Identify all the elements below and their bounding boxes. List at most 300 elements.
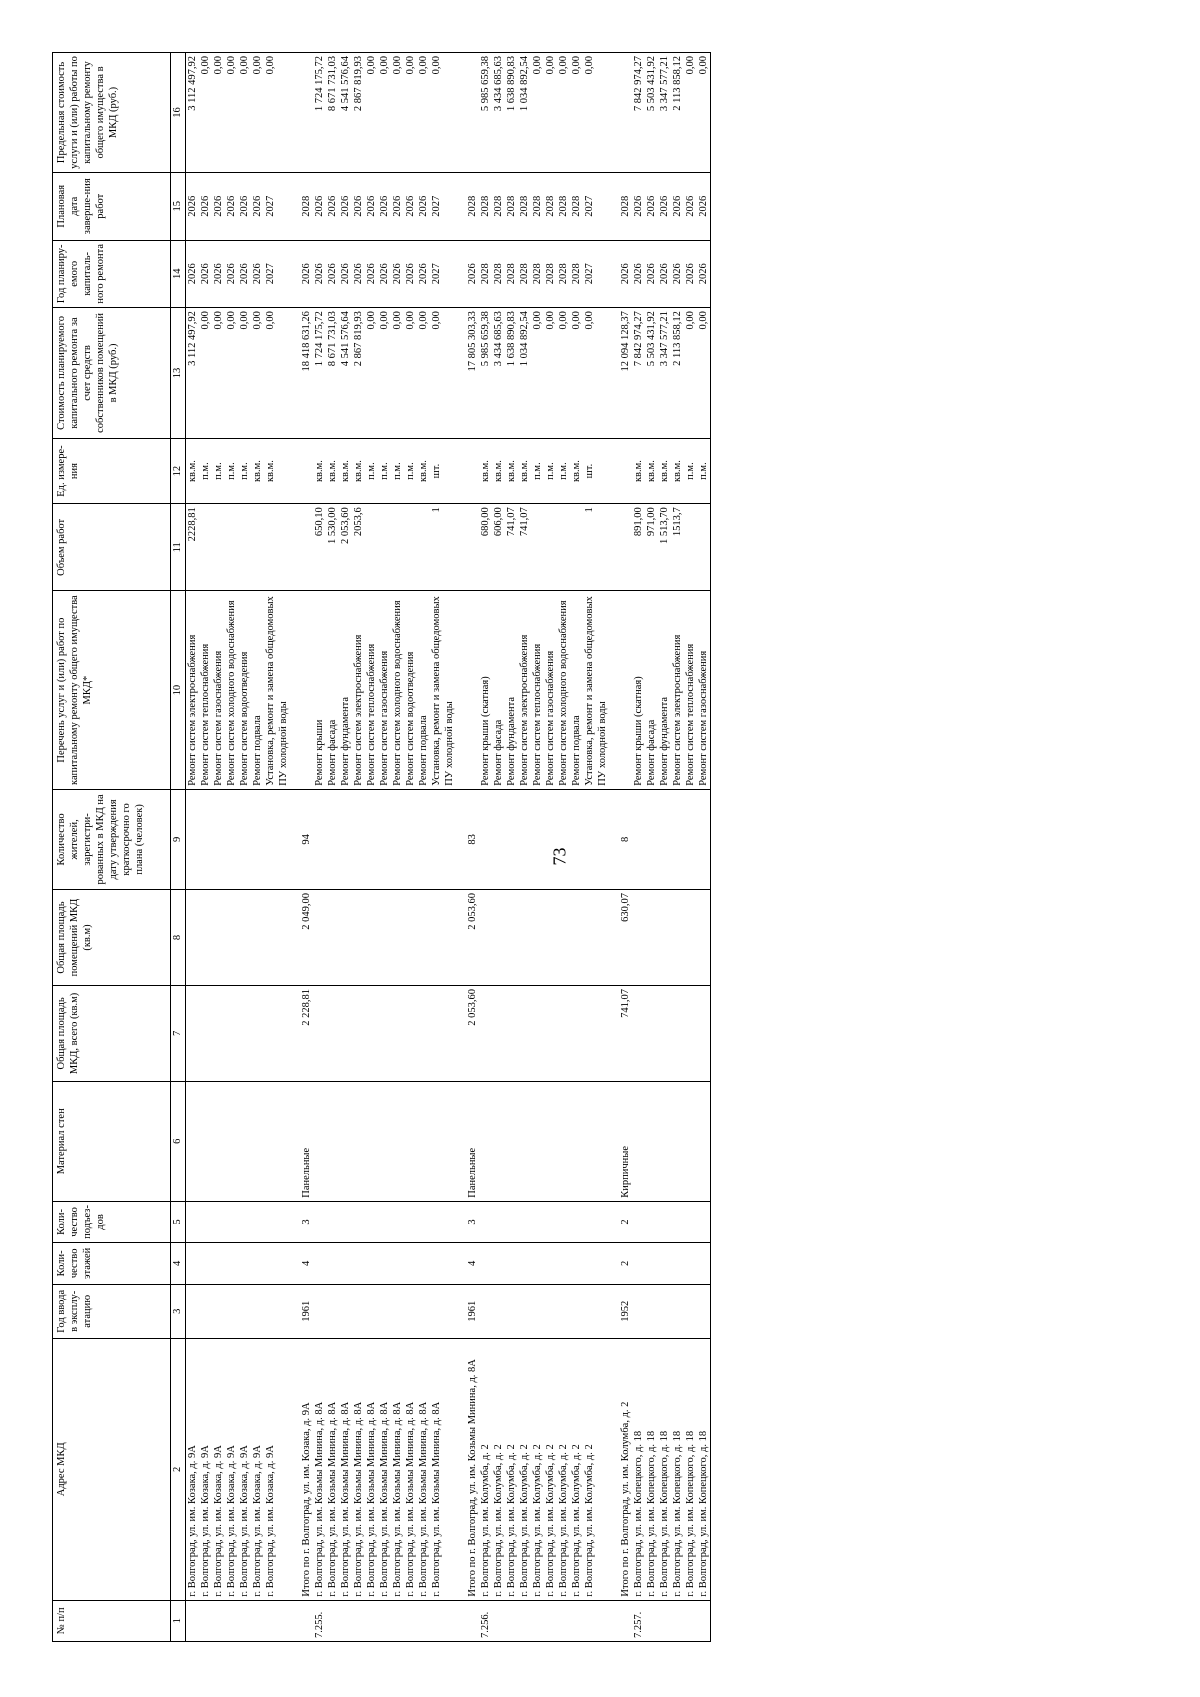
wall-material-cell <box>339 1081 352 1201</box>
entrances-cell <box>518 1201 531 1242</box>
owner-cost-cell: 0,00 <box>570 308 583 439</box>
unit-cell: кв.м. <box>658 438 671 503</box>
work-type-cell: Ремонт систем газоснабжения <box>544 591 557 789</box>
premises-area-cell: 2 049,00 <box>290 890 313 986</box>
residents-cell <box>544 789 557 889</box>
unit-cell: п.м. <box>391 438 404 503</box>
repair-year-cell: 2028 <box>531 240 544 308</box>
entrances-cell: 3 <box>290 1201 313 1242</box>
completion-year-cell: 2027 <box>583 172 609 240</box>
address-cell: г. Волгоград, ул. им. Копецкого, д. 18 <box>632 1339 645 1601</box>
max-cost-cell <box>290 53 313 173</box>
work-type-cell: Установка, ремонт и замена общедомовых ПУ холодной воды <box>430 591 456 789</box>
floors-cell <box>570 1243 583 1284</box>
table-row <box>430 53 456 1642</box>
premises-area-cell <box>186 890 200 986</box>
unit-cell: кв.м. <box>518 438 531 503</box>
wall-material-cell <box>557 1081 570 1201</box>
wall-material-cell: Панельные <box>290 1081 313 1201</box>
work-type-cell: Ремонт систем холодного водоснабжения <box>225 591 238 789</box>
table-row <box>339 53 352 1642</box>
premises-area-cell <box>671 890 684 986</box>
repair-year-cell: 2026 <box>290 240 313 308</box>
residents-cell <box>697 789 711 889</box>
residents-cell <box>339 789 352 889</box>
work-volume-cell <box>557 504 570 591</box>
max-cost-cell: 0,00 <box>583 53 609 173</box>
work-volume-cell: 971,00 <box>645 504 658 591</box>
floors-cell <box>632 1243 645 1284</box>
repair-year-cell: 2026 <box>609 240 632 308</box>
unit-cell: п.м. <box>212 438 225 503</box>
owner-cost-cell: 0,00 <box>583 308 609 439</box>
premises-area-cell <box>658 890 671 986</box>
total-area-cell <box>632 985 645 1081</box>
address-cell: г. Волгоград, ул. им. Козьмы Минина, д. 8А <box>365 1339 378 1601</box>
wall-material-cell <box>417 1081 430 1201</box>
column-number: 14 <box>171 240 186 308</box>
completion-year-cell: 2026 <box>684 172 697 240</box>
repair-year-cell: 2026 <box>238 240 251 308</box>
premises-area-cell <box>251 890 264 986</box>
year-built-cell <box>251 1284 264 1338</box>
header-cell: Коли-чество подъез-дов <box>53 1201 171 1242</box>
address-cell: Итого по г. Волгоград, ул. им. Козака, д. 9А <box>290 1339 313 1601</box>
residents-cell <box>430 789 456 889</box>
total-area-cell <box>339 985 352 1081</box>
address-cell: г. Волгоград, ул. им. Козьмы Минина, д. 8А <box>417 1339 430 1601</box>
header-cell: Коли-чество этажей <box>53 1243 171 1284</box>
row-number-cell <box>684 1600 697 1641</box>
max-cost-cell: 8 671 731,03 <box>326 53 339 173</box>
row-number-cell <box>238 1600 251 1641</box>
floors-cell <box>479 1243 492 1284</box>
work-volume-cell: 741,07 <box>505 504 518 591</box>
max-cost-cell: 0,00 <box>544 53 557 173</box>
table-row <box>583 53 609 1642</box>
wall-material-cell <box>313 1081 326 1201</box>
header-cell: № п/п <box>53 1600 171 1641</box>
owner-cost-cell: 0,00 <box>212 308 225 439</box>
work-type-cell: Ремонт систем электроснабжения <box>352 591 365 789</box>
work-type-cell: Установка, ремонт и замена общедомовых ПУ холодной воды <box>583 591 609 789</box>
column-number: 8 <box>171 890 186 986</box>
address-cell: г. Волгоград, ул. им. Козьмы Минина, д. 8А <box>326 1339 339 1601</box>
work-volume-cell <box>609 504 632 591</box>
work-type-cell: Ремонт систем электроснабжения <box>518 591 531 789</box>
header-cell: Общая площадь МКД, всего (кв.м) <box>53 985 171 1081</box>
column-number: 16 <box>171 53 186 173</box>
total-row <box>609 53 632 1642</box>
premises-area-cell <box>365 890 378 986</box>
year-built-cell <box>365 1284 378 1338</box>
floors-cell <box>583 1243 609 1284</box>
max-cost-cell <box>456 53 479 173</box>
year-built-cell <box>632 1284 645 1338</box>
total-row <box>456 53 479 1642</box>
work-type-cell: Ремонт подвала <box>417 591 430 789</box>
header-cell: Ед. измере-ния <box>53 438 171 503</box>
total-area-cell: 2 228,81 <box>290 985 313 1081</box>
wall-material-cell <box>518 1081 531 1201</box>
table-row <box>326 53 339 1642</box>
max-cost-cell: 2 113 858,12 <box>671 53 684 173</box>
entrances-cell <box>671 1201 684 1242</box>
floors-cell <box>186 1243 200 1284</box>
owner-cost-cell: 1 638 890,83 <box>505 308 518 439</box>
table-row <box>531 53 544 1642</box>
premises-area-cell <box>378 890 391 986</box>
premises-area-cell <box>531 890 544 986</box>
row-number-cell <box>583 1600 609 1641</box>
column-number-row <box>171 53 186 1642</box>
repair-year-cell: 2026 <box>313 240 326 308</box>
table-row <box>264 53 290 1642</box>
work-volume-cell: 1 <box>430 504 456 591</box>
year-built-cell <box>684 1284 697 1338</box>
table-row <box>225 53 238 1642</box>
total-area-cell <box>313 985 326 1081</box>
year-built-cell <box>404 1284 417 1338</box>
completion-year-cell: 2026 <box>378 172 391 240</box>
table-row <box>544 53 557 1642</box>
entrances-cell <box>225 1201 238 1242</box>
floors-cell <box>225 1243 238 1284</box>
year-built-cell <box>378 1284 391 1338</box>
year-built-cell <box>505 1284 518 1338</box>
completion-year-cell: 2026 <box>251 172 264 240</box>
residents-cell <box>225 789 238 889</box>
address-cell: г. Волгоград, ул. им. Козьмы Минина, д. 8А <box>378 1339 391 1601</box>
repair-year-cell: 2026 <box>186 240 200 308</box>
total-area-cell <box>251 985 264 1081</box>
wall-material-cell <box>505 1081 518 1201</box>
residents-cell <box>186 789 200 889</box>
column-number: 3 <box>171 1284 186 1338</box>
max-cost-cell: 0,00 <box>264 53 290 173</box>
work-volume-cell <box>225 504 238 591</box>
row-number-cell <box>290 1600 313 1641</box>
address-cell: г. Волгоград, ул. им. Колумба, д. 2 <box>570 1339 583 1601</box>
max-cost-cell: 0,00 <box>697 53 711 173</box>
residents-cell <box>391 789 404 889</box>
max-cost-cell: 5 985 659,38 <box>479 53 492 173</box>
column-number: 13 <box>171 308 186 439</box>
entrances-cell <box>492 1201 505 1242</box>
row-number-cell: 7.256. <box>479 1600 492 1641</box>
entrances-cell <box>544 1201 557 1242</box>
work-volume-cell: 2228,81 <box>186 504 200 591</box>
work-volume-cell <box>264 504 290 591</box>
work-type-cell: Ремонт систем теплоснабжения <box>531 591 544 789</box>
wall-material-cell <box>671 1081 684 1201</box>
residents-cell <box>251 789 264 889</box>
residents-cell <box>684 789 697 889</box>
premises-area-cell <box>391 890 404 986</box>
max-cost-cell: 0,00 <box>251 53 264 173</box>
residents-cell <box>404 789 417 889</box>
wall-material-cell <box>645 1081 658 1201</box>
max-cost-cell: 0,00 <box>684 53 697 173</box>
unit-cell: п.м. <box>557 438 570 503</box>
owner-cost-cell: 5 503 431,92 <box>645 308 658 439</box>
page-number: 73 <box>549 847 570 866</box>
wall-material-cell <box>365 1081 378 1201</box>
work-type-cell: Ремонт систем газоснабжения <box>697 591 711 789</box>
floors-cell <box>251 1243 264 1284</box>
wall-material-cell <box>352 1081 365 1201</box>
entrances-cell <box>557 1201 570 1242</box>
year-built-cell: 1961 <box>290 1284 313 1338</box>
repair-year-cell: 2027 <box>430 240 456 308</box>
work-volume-cell: 1513,7 <box>671 504 684 591</box>
repair-year-cell: 2027 <box>583 240 609 308</box>
unit-cell: п.м. <box>531 438 544 503</box>
unit-cell: п.м. <box>378 438 391 503</box>
column-number: 6 <box>171 1081 186 1201</box>
entrances-cell <box>404 1201 417 1242</box>
wall-material-cell <box>199 1081 212 1201</box>
owner-cost-cell: 0,00 <box>404 308 417 439</box>
premises-area-cell <box>430 890 456 986</box>
total-area-cell <box>199 985 212 1081</box>
address-cell: г. Волгоград, ул. им. Копецкого, д. 18 <box>684 1339 697 1601</box>
floors-cell <box>430 1243 456 1284</box>
table-row <box>492 53 505 1642</box>
residents-cell: 94 <box>290 789 313 889</box>
table-row <box>557 53 570 1642</box>
column-number: 15 <box>171 172 186 240</box>
floors-cell <box>417 1243 430 1284</box>
year-built-cell <box>326 1284 339 1338</box>
residents-cell <box>212 789 225 889</box>
residents-cell <box>326 789 339 889</box>
work-volume-cell <box>290 504 313 591</box>
unit-cell: п.м. <box>404 438 417 503</box>
address-cell: г. Волгоград, ул. им. Козака, д. 9А <box>238 1339 251 1601</box>
unit-cell: кв.м. <box>251 438 264 503</box>
completion-year-cell: 2026 <box>658 172 671 240</box>
year-built-cell <box>697 1284 711 1338</box>
total-area-cell <box>658 985 671 1081</box>
owner-cost-cell: 0,00 <box>225 308 238 439</box>
entrances-cell: 3 <box>456 1201 479 1242</box>
premises-area-cell <box>697 890 711 986</box>
year-built-cell <box>238 1284 251 1338</box>
completion-year-cell: 2026 <box>404 172 417 240</box>
max-cost-cell: 0,00 <box>365 53 378 173</box>
floors-cell <box>378 1243 391 1284</box>
max-cost-cell: 0,00 <box>199 53 212 173</box>
entrances-cell <box>430 1201 456 1242</box>
year-built-cell <box>671 1284 684 1338</box>
total-area-cell <box>505 985 518 1081</box>
unit-cell: п.м. <box>697 438 711 503</box>
work-type-cell: Ремонт подвала <box>570 591 583 789</box>
work-volume-cell <box>544 504 557 591</box>
table-row <box>186 53 200 1642</box>
repair-year-cell: 2026 <box>684 240 697 308</box>
column-number: 2 <box>171 1339 186 1601</box>
row-number-cell <box>658 1600 671 1641</box>
work-type-cell: Ремонт фундамента <box>658 591 671 789</box>
work-volume-cell: 741,07 <box>518 504 531 591</box>
owner-cost-cell: 7 842 974,27 <box>632 308 645 439</box>
wall-material-cell <box>583 1081 609 1201</box>
floors-cell <box>492 1243 505 1284</box>
unit-cell: п.м. <box>544 438 557 503</box>
unit-cell: кв.м. <box>186 438 200 503</box>
repair-year-cell: 2026 <box>352 240 365 308</box>
entrances-cell <box>697 1201 711 1242</box>
row-number-cell <box>671 1600 684 1641</box>
total-area-cell <box>544 985 557 1081</box>
completion-year-cell: 2026 <box>313 172 326 240</box>
year-built-cell <box>352 1284 365 1338</box>
work-type-cell <box>609 591 632 789</box>
row-number-cell <box>199 1600 212 1641</box>
total-area-cell <box>225 985 238 1081</box>
entrances-cell <box>365 1201 378 1242</box>
repair-year-cell: 2028 <box>544 240 557 308</box>
max-cost-cell: 0,00 <box>225 53 238 173</box>
row-number-cell <box>570 1600 583 1641</box>
wall-material-cell <box>492 1081 505 1201</box>
row-number-cell <box>352 1600 365 1641</box>
residents-cell: 8 <box>609 789 632 889</box>
total-row <box>290 53 313 1642</box>
work-type-cell: Ремонт подвала <box>251 591 264 789</box>
header-cell: Перечень услуг и (или) работ по капитальному ремонту общего имущества МКД* <box>53 591 171 789</box>
row-number-cell <box>212 1600 225 1641</box>
address-cell: г. Волгоград, ул. им. Копецкого, д. 18 <box>645 1339 658 1601</box>
address-cell: г. Волгоград, ул. им. Колумба, д. 2 <box>492 1339 505 1601</box>
owner-cost-cell: 12 094 128,37 <box>609 308 632 439</box>
work-volume-cell <box>251 504 264 591</box>
unit-cell: кв.м. <box>352 438 365 503</box>
row-number-cell <box>339 1600 352 1641</box>
total-area-cell <box>684 985 697 1081</box>
premises-area-cell <box>632 890 645 986</box>
residents-cell <box>557 789 570 889</box>
premises-area-cell <box>212 890 225 986</box>
total-area-cell <box>531 985 544 1081</box>
max-cost-cell: 0,00 <box>570 53 583 173</box>
table-row <box>684 53 697 1642</box>
owner-cost-cell: 0,00 <box>378 308 391 439</box>
address-cell: г. Волгоград, ул. им. Козака, д. 9А <box>212 1339 225 1601</box>
max-cost-cell: 3 112 497,92 <box>186 53 200 173</box>
wall-material-cell <box>658 1081 671 1201</box>
residents-cell <box>632 789 645 889</box>
max-cost-cell: 1 034 892,54 <box>518 53 531 173</box>
work-type-cell: Ремонт фундамента <box>339 591 352 789</box>
max-cost-cell: 0,00 <box>417 53 430 173</box>
row-number-cell <box>697 1600 711 1641</box>
floors-cell <box>518 1243 531 1284</box>
work-type-cell: Ремонт фасада <box>492 591 505 789</box>
premises-area-cell <box>352 890 365 986</box>
work-type-cell: Ремонт систем водоотведения <box>238 591 251 789</box>
address-cell: Итого по г. Волгоград, ул. им. Колумба, д. 2 <box>609 1339 632 1601</box>
address-cell: г. Волгоград, ул. им. Козьмы Минина, д. 8А <box>404 1339 417 1601</box>
unit-cell: кв.м. <box>505 438 518 503</box>
completion-year-cell: 2026 <box>417 172 430 240</box>
max-cost-cell: 1 638 890,83 <box>505 53 518 173</box>
address-cell: г. Волгоград, ул. им. Копецкого, д. 18 <box>671 1339 684 1601</box>
year-built-cell <box>199 1284 212 1338</box>
completion-year-cell: 2028 <box>531 172 544 240</box>
column-number: 5 <box>171 1201 186 1242</box>
total-area-cell <box>378 985 391 1081</box>
max-cost-cell <box>609 53 632 173</box>
row-number-cell <box>609 1600 632 1641</box>
owner-cost-cell: 0,00 <box>238 308 251 439</box>
table-row <box>238 53 251 1642</box>
entrances-cell: 2 <box>609 1201 632 1242</box>
capital-repair-table <box>52 52 711 1642</box>
entrances-cell <box>479 1201 492 1242</box>
premises-area-cell <box>544 890 557 986</box>
residents-cell <box>671 789 684 889</box>
owner-cost-cell: 18 418 631,26 <box>290 308 313 439</box>
work-type-cell: Ремонт крыши <box>313 591 326 789</box>
residents-cell <box>658 789 671 889</box>
completion-year-cell: 2026 <box>186 172 200 240</box>
repair-year-cell: 2026 <box>658 240 671 308</box>
total-area-cell <box>404 985 417 1081</box>
table-row <box>632 53 645 1642</box>
max-cost-cell: 0,00 <box>531 53 544 173</box>
column-number: 10 <box>171 591 186 789</box>
year-built-cell: 1961 <box>456 1284 479 1338</box>
table-row <box>417 53 430 1642</box>
repair-year-cell: 2026 <box>404 240 417 308</box>
unit-cell: кв.м. <box>492 438 505 503</box>
table-body <box>186 53 711 1642</box>
completion-year-cell: 2026 <box>238 172 251 240</box>
row-number-cell <box>365 1600 378 1641</box>
table-row <box>645 53 658 1642</box>
completion-year-cell: 2028 <box>609 172 632 240</box>
header-row <box>53 53 171 1642</box>
residents-cell <box>238 789 251 889</box>
floors-cell <box>339 1243 352 1284</box>
floors-cell <box>544 1243 557 1284</box>
max-cost-cell: 4 541 576,64 <box>339 53 352 173</box>
repair-year-cell: 2026 <box>365 240 378 308</box>
work-volume-cell: 1 513,70 <box>658 504 671 591</box>
work-type-cell: Ремонт крыши (скатная) <box>479 591 492 789</box>
floors-cell <box>645 1243 658 1284</box>
work-type-cell: Ремонт систем водоотведения <box>404 591 417 789</box>
year-built-cell <box>417 1284 430 1338</box>
unit-cell: кв.м. <box>570 438 583 503</box>
max-cost-cell: 0,00 <box>238 53 251 173</box>
work-type-cell: Ремонт систем теплоснабжения <box>365 591 378 789</box>
wall-material-cell <box>404 1081 417 1201</box>
premises-area-cell <box>199 890 212 986</box>
max-cost-cell: 0,00 <box>404 53 417 173</box>
row-number-cell <box>518 1600 531 1641</box>
total-area-cell <box>212 985 225 1081</box>
year-built-cell <box>264 1284 290 1338</box>
wall-material-cell <box>326 1081 339 1201</box>
max-cost-cell: 3 347 577,21 <box>658 53 671 173</box>
completion-year-cell: 2028 <box>518 172 531 240</box>
table-row <box>479 53 492 1642</box>
year-built-cell <box>583 1284 609 1338</box>
